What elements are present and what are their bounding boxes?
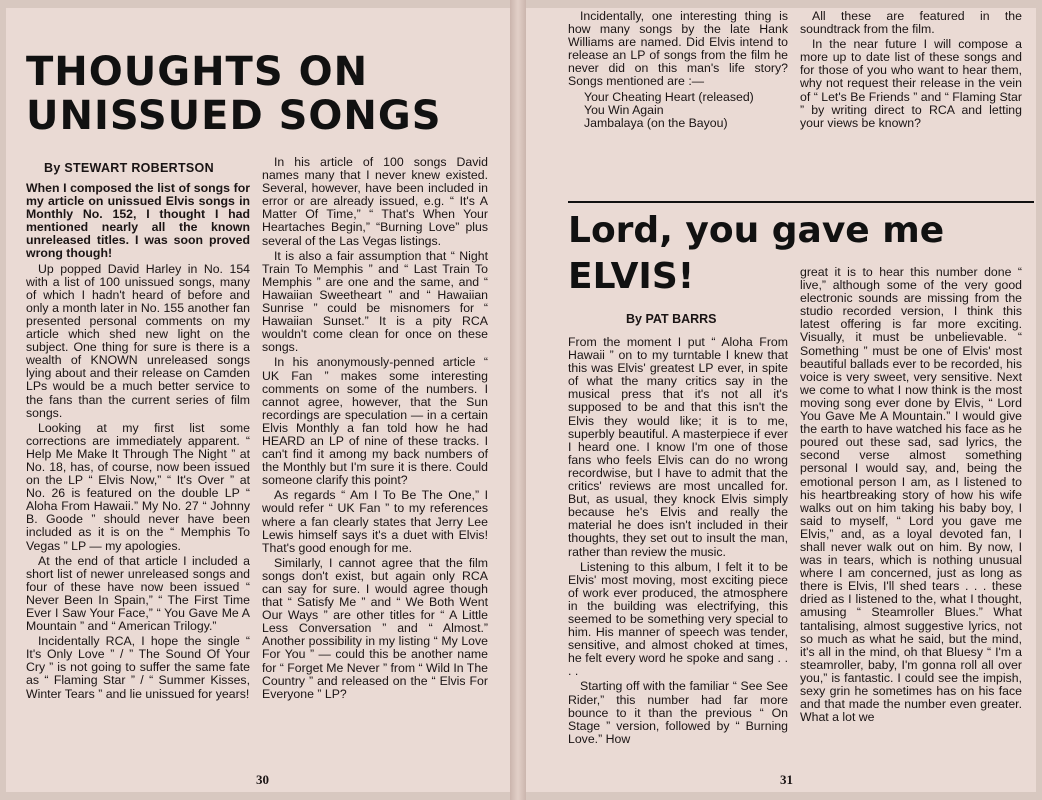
song-item: Jambalaya (on the Bayou) (584, 115, 728, 130)
paragraph: In his article of 100 songs David names many that I never knew existed. Several, however, have been included in error or are already issued, e.g. “ It's A Matter Of Time,” “ That's When Your Heartaches Begin,” “Burning Love” plus several of the Las Vegas listings. (262, 155, 488, 248)
song-item: You Win Again (584, 102, 664, 117)
paragraph: Up popped David Harley in No. 154 with a list of 100 unissued songs, many of which I hadn't heard of before and only a month later in No. 155 another fan presented personal comments on my article which shed new light on the subject. One thing for sure is there is a wealth of KNOWN unreleased songs lying about and their release on Camden LPs would be a much better service to the fans than the current series of film songs. (26, 261, 250, 420)
right-column-2 (800, 266, 1022, 726)
song-item: Your Cheating Heart (released) (584, 89, 754, 104)
byline-pat-barrs: By PAT BARRS (626, 312, 717, 326)
paragraph: It is also a fair assumption that “ Night Train To Memphis ” and “ Last Train To Memphis ” are one and the same, and “ Hawaiian Sweetheart ” and “ Hawaiian Sunrise ” could be misnomers for “ Hawaiian Sunset.” It is a pity RCA wouldn't come clean for once on these songs. (262, 248, 488, 355)
paragraph: At the end of that article I included a short list of newer unreleased songs and four of these have now been issued “ Never Been In Spain,” “ The First Time Ever I Saw Your Face,” “ You Gave Me A Mountain ” and “ American Trilogy.” (26, 553, 250, 634)
article-title-thoughts (26, 50, 496, 138)
title-line-2: UNISSUED SONGS (26, 93, 442, 139)
paragraph: Listening to this album, I felt it to be Elvis' most moving, most exciting piece of work ever produced, the atmosphere in the building was electrifying, this seemed to be something very special to him. His manner of speech was tender, sensitive, and almost choked at times, he felt every word he spoke and sang . . . . (568, 559, 788, 679)
title-line-1: THOUGHTS ON (26, 49, 369, 95)
paragraph: All these are featured in the soundtrack from the film. (800, 9, 1022, 37)
title-line-1: Lord, you gave me (568, 210, 945, 251)
paragraph: From the moment I put “ Aloha From Hawaii ” on to my turntable I knew that this was Elvis' greatest LP ever, in spite of what the many critics say in the musical press that it's not all it's supposed to be and that this isn't the Elvis they would like; it is to me, superbly beautiful. A masterpiece if ever I heard one. I know I'm one of those fans who feels Elvis can do no wrong recordwise, but I have to admit that the critics' reviews are most uncalled for. But, as usual, they knock Elvis simply because he's Elvis and really the material he does isn't included in their thoughts, they set out to insult the man, rather than review the music. (568, 335, 788, 559)
continued-column-1 (568, 10, 788, 130)
divider-rule (568, 201, 1034, 203)
paragraph: When I composed the list of songs for my article on unissued Elvis songs in Monthly No. 152, I thought I had mentioned nearly all the known unreleased titles. I was soon proved wrong though! (26, 181, 250, 261)
paragraph: great it is to hear this number done “ live,” although some of the very good electronic sounds are missing from the studio recorded version, I think this latest offering is far more exciting. Visually, it must be unbelievable. “ Something ” must be one of Elvis' most beautiful ballads ever to be recorded, his voice is very sweet, very sensitive. Next we come to what I now think is the most moving song ever done by Elvis, “ Lord You Gave Me A Mountain.” I would give the earth to have watched his face as he poured out these sad, sad lyrics, the second verse almost something personal I would say, and, being the emotional person I am, as I listened to his heartbreaking story of how his wife walks out on him taking his baby boy, I said to myself, “ Lord you gave me Elvis,” and, as a loyal devoted fan, I shall never walk out on him. By now, I was in tears, which is nothing unusual where I am concerned, just as long as there is Elvis, I'll shed tears . . . these dried as I listened to the, what I thought, amusing “ Steamroller Blues.” What tantalising, almost suggestive lyrics, not so much as what he said, but the mind, it's all in the mind, oh that Bluesy “ I'm a steamroller, baby, I'm gonna roll all over you,” is fantastic. I could see the impish, sexy grin he sometimes has on his face and that made the number even greater. What a lot we (800, 265, 1022, 725)
page-number: 30 (256, 772, 269, 787)
paragraph: Starting off with the familiar “ See See Rider,” this number had far more bounce to it than the previous “ On Stage ” version, followed by “ Burning Love.” How (568, 679, 788, 746)
title-line-2: ELVIS! (568, 256, 695, 297)
paragraph: Incidentally RCA, I hope the single “ It's Only Love ” / ” The Sound Of Your Cry ” is not going to suffer the same fate as “ Flaming Star ” / “ Summer Kisses, Winter Tears ” and lie unissued for years! (26, 634, 250, 701)
paragraph: Looking at my first list some corrections are immediately apparent. “ Help Me Make It Through The Night ” at No. 18, has, of course, now been issued on the LP “ Elvis Now,” “ It's Over ” at No. 26 is featured on the double LP “ Aloha From Hawaii.” My No. 27 “ Johnny B. Goode ” should never have been included as it is on the “ Memphis To Vegas ” LP — my apologies. (26, 420, 250, 553)
song-list (568, 91, 788, 130)
byline-stewart-robertson: By STEWART ROBERTSON (44, 161, 214, 175)
paragraph: Similarly, I cannot agree that the film songs don't exist, but again only RCA can say for sure. I would agree though that “ Satisfy Me ” and “ We Both Went Our Ways ” are other titles for “ A Little Less Conversation ” and “ Almost.” Another possibility in my listing “ My Love For You ” — could this be another name for “ Forget Me Never ” from “ Wild In The Country ” and released on the “ Elvis For Everyone ” LP? (262, 555, 488, 701)
right-column-1 (568, 336, 788, 748)
page-number: 31 (780, 772, 793, 787)
paragraph: In the near future I will compose a more up to date list of these songs and for those of you who want to hear them, why not request their release in the vein of “ Let's Be Friends ” and “ Flaming Star ” by writing direct to RCA and letting your views be known? (800, 37, 1022, 130)
paragraph: In his anonymously-penned article “ UK Fan ” makes some interesting comments on some of the numbers. I cannot agree, however, that the Sun recordings are speculation — in a certain Elvis Monthly a fan told how he had HEARD an LP of nine of these tracks. I can't find it among my back numbers of the Monthly but I'm sure it is there. Could someone clarify this point? (262, 355, 488, 488)
continued-column-2 (800, 10, 1022, 132)
right-magazine-page (526, 8, 1036, 792)
left-magazine-page (6, 8, 510, 792)
book-gutter (510, 0, 526, 800)
left-column-2 (262, 156, 488, 703)
paragraph: Incidentally, one interesting thing is how many songs by the late Hank Williams are named. Did Elvis intend to release an LP of songs from the film he never did on this man's life story? Songs mentioned are :— (568, 9, 788, 89)
paragraph: As regards “ Am I To Be The One,” I would refer “ UK Fan ” to my references where a fan clearly states that Jerry Lee Lewis himself says it's a duet with Elvis! That's good enough for me. (262, 488, 488, 555)
left-column-1 (26, 182, 250, 703)
